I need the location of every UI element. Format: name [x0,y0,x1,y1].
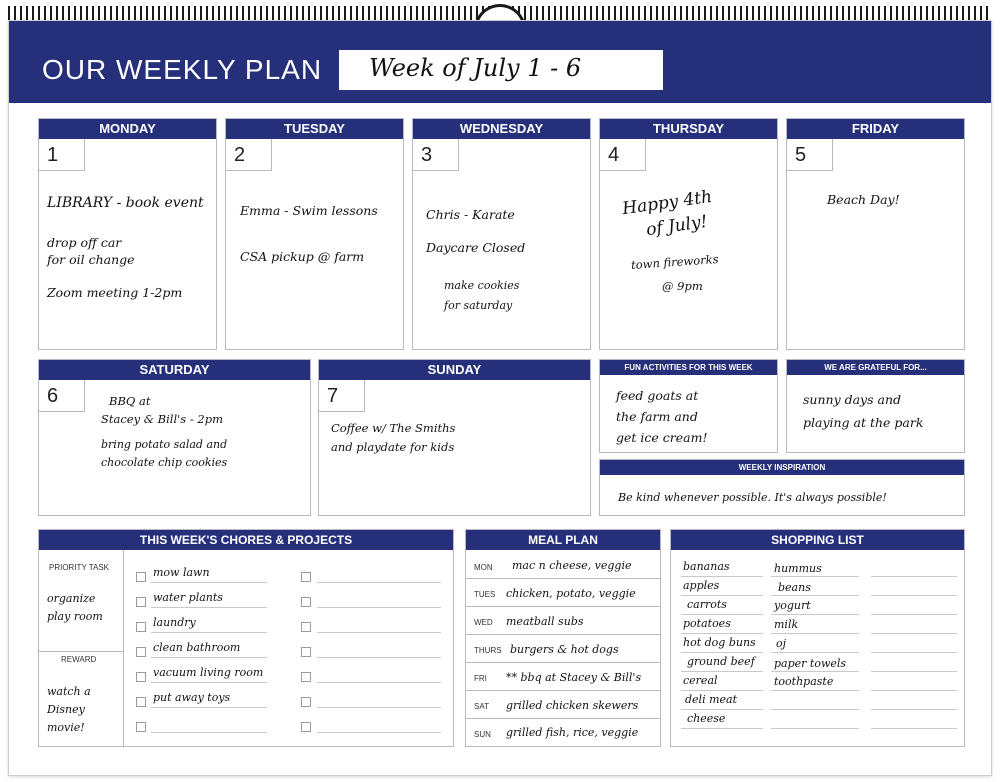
shopping-item: cereal [683,674,718,687]
chore-line [317,732,441,733]
meal-item: meatball subs [506,615,584,628]
chore-line [317,632,441,633]
shopping-line [771,690,859,691]
meal-day: MON [474,563,493,572]
meal-item: ** bbq at Stacey & Bill's [506,671,642,684]
thursday-date: 4 [600,139,646,171]
monday-note: for oil change [47,252,135,267]
chore-checkbox[interactable] [136,622,146,632]
shopping-item: deli meat [685,693,738,706]
chores-divider [39,651,123,652]
shopping-list-header: SHOPPING LIST [671,530,964,550]
wednesday-note: make cookies [444,279,520,292]
chore-line [317,607,441,608]
wednesday-header: WEDNESDAY [413,119,590,139]
shopping-item: milk [774,618,799,631]
reward-note: Disney [47,703,85,716]
chore-checkbox[interactable] [301,597,311,607]
shopping-line [871,728,957,729]
chore-item: laundry [153,616,196,629]
meal-item: burgers & hot dogs [510,643,619,656]
monday-header: MONDAY [39,119,216,139]
thursday-note: @ 9pm [662,279,703,293]
chore-line [151,682,267,683]
shopping-line [681,652,763,653]
wednesday-box[interactable] [412,118,591,350]
shopping-line [681,671,763,672]
friday-box[interactable] [786,118,965,350]
chore-checkbox[interactable] [136,722,146,732]
monday-note: drop off car [47,235,122,250]
shopping-line [871,652,957,653]
wednesday-note: for saturday [444,299,513,312]
shopping-item: toothpaste [774,675,834,688]
shopping-item: potatoes [683,617,731,630]
meal-item: mac n cheese, veggie [512,559,632,572]
fun-note: get ice cream! [616,430,708,445]
inspiration-box[interactable] [599,459,965,516]
friday-date: 5 [787,139,833,171]
chore-item: mow lawn [153,566,210,579]
shopping-line [871,633,957,634]
reward-note: watch a [47,685,91,698]
monday-note: LIBRARY - book event [47,195,204,211]
chore-checkbox[interactable] [301,672,311,682]
inspiration-header: WEEKLY INSPIRATION [600,460,964,475]
shopping-line [771,709,859,710]
chore-checkbox[interactable] [301,697,311,707]
chore-line [317,707,441,708]
meal-day: SUN [474,730,491,739]
chores-header: THIS WEEK'S CHORES & PROJECTS [39,530,453,550]
saturday-note: chocolate chip cookies [101,456,228,469]
meal-day: SAT [474,702,489,711]
sunday-box[interactable] [318,359,591,516]
monday-note: Zoom meeting 1-2pm [47,285,183,300]
monday-date: 1 [39,139,85,171]
shopping-item: yogurt [774,599,811,612]
chore-checkbox[interactable] [136,672,146,682]
shopping-item: hummus [774,562,822,575]
meal-divider [466,578,661,579]
wednesday-note: Chris - Karate [426,207,515,222]
saturday-box[interactable] [38,359,311,516]
tuesday-note: Emma - Swim lessons [240,203,378,218]
priority-label: PRIORITY TASK [49,563,110,572]
meal-divider [466,690,661,691]
grateful-note: sunny days and [803,392,902,407]
chores-divider [123,550,124,747]
chore-checkbox[interactable] [301,572,311,582]
shopping-line [681,709,763,710]
chore-line [151,707,267,708]
shopping-item: beans [778,581,811,594]
chore-line [151,732,267,733]
page-title: OUR WEEKLY PLAN [42,54,323,85]
meal-day: THURS [474,646,502,655]
chore-item: vacuum living room [153,666,264,679]
shopping-item: hot dog buns [683,636,756,649]
shopping-item: apples [683,579,720,592]
shopping-line [681,633,763,634]
chore-line [151,607,267,608]
shopping-line [681,576,763,577]
shopping-line [771,671,859,672]
shopping-line [871,671,957,672]
shopping-list-box[interactable] [670,529,965,747]
saturday-header: SATURDAY [39,360,310,380]
meal-item: chicken, potato, veggie [506,587,636,600]
reward-note: movie! [47,721,85,734]
saturday-note: bring potato salad and [101,438,228,451]
tuesday-box[interactable] [225,118,404,350]
shopping-line [871,709,957,710]
meal-plan-header: MEAL PLAN [466,530,660,550]
chore-line [317,682,441,683]
grateful-box[interactable] [786,359,965,453]
shopping-line [771,576,859,577]
thursday-note: Happy 4th [621,186,714,220]
priority-note: play room [47,610,103,623]
meal-divider [466,718,661,719]
planner-page [8,20,992,776]
tuesday-header: TUESDAY [226,119,403,139]
chore-line [317,582,441,583]
saturday-date: 6 [39,380,85,412]
grateful-note: playing at the park [803,415,924,430]
chore-item: put away toys [153,691,231,704]
week-field[interactable] [339,50,663,90]
monday-box[interactable] [38,118,217,350]
meal-divider [466,606,661,607]
sunday-note: and playdate for kids [331,440,455,454]
shopping-line [771,633,859,634]
thursday-note: town fireworks [630,251,719,273]
thursday-box[interactable] [599,118,778,350]
chore-checkbox[interactable] [136,697,146,707]
fun-activities-header: FUN ACTIVITIES FOR THIS WEEK [600,360,777,375]
shopping-line [771,614,859,615]
meal-day: FRI [474,674,487,683]
shopping-item: carrots [687,598,727,611]
meal-divider [466,662,661,663]
chore-line [317,657,441,658]
meal-item: grilled fish, rice, veggie [506,726,639,739]
meal-day: WED [474,618,493,627]
fun-activities-box[interactable] [599,359,778,453]
fun-note: feed goats at [616,388,699,403]
tuesday-note: CSA pickup @ farm [240,249,365,264]
chore-checkbox[interactable] [301,647,311,657]
shopping-line [771,652,859,653]
shopping-line [871,595,957,596]
shopping-line [681,728,763,729]
chore-item: water plants [153,591,223,604]
tuesday-date: 2 [226,139,272,171]
shopping-item: oj [776,637,787,650]
meal-plan-box[interactable] [465,529,661,747]
chore-checkbox[interactable] [136,597,146,607]
sunday-date: 7 [319,380,365,412]
wednesday-note: Daycare Closed [426,240,526,255]
friday-note: Beach Day! [827,192,900,207]
thursday-note: of July! [644,211,709,241]
chores-box[interactable] [38,529,454,747]
chore-item: clean bathroom [153,641,241,654]
saturday-note: Stacey & Bill's - 2pm [101,412,223,426]
week-text: Week of July 1 - 6 [369,54,582,82]
shopping-item: cheese [687,712,726,725]
shopping-item: ground beef [687,655,755,668]
fun-note: the farm and [616,409,698,424]
meal-item: grilled chicken skewers [506,699,639,712]
shopping-line [871,690,957,691]
thursday-header: THURSDAY [600,119,777,139]
shopping-line [871,576,957,577]
shopping-item: bananas [683,560,730,573]
shopping-line [681,595,763,596]
grateful-header: WE ARE GRATEFUL FOR... [787,360,964,375]
chore-line [151,632,267,633]
chore-checkbox[interactable] [136,647,146,657]
shopping-line [681,614,763,615]
priority-note: organize [47,592,96,605]
meal-day: TUES [474,590,496,599]
shopping-line [771,728,859,729]
sunday-note: Coffee w/ The Smiths [331,421,456,435]
shopping-line [771,595,859,596]
reward-label: REWARD [61,655,97,664]
chore-checkbox[interactable] [136,572,146,582]
shopping-line [681,690,763,691]
friday-header: FRIDAY [787,119,964,139]
sunday-header: SUNDAY [319,360,590,380]
shopping-line [871,614,957,615]
chore-line [151,657,267,658]
meal-divider [466,634,661,635]
chore-checkbox[interactable] [301,622,311,632]
wednesday-date: 3 [413,139,459,171]
inspiration-text: Be kind whenever possible. It's always possible! [618,491,887,504]
chore-line [151,582,267,583]
saturday-note: BBQ at [109,394,151,408]
shopping-item: paper towels [774,657,847,670]
header-band [9,21,991,103]
chore-checkbox[interactable] [301,722,311,732]
